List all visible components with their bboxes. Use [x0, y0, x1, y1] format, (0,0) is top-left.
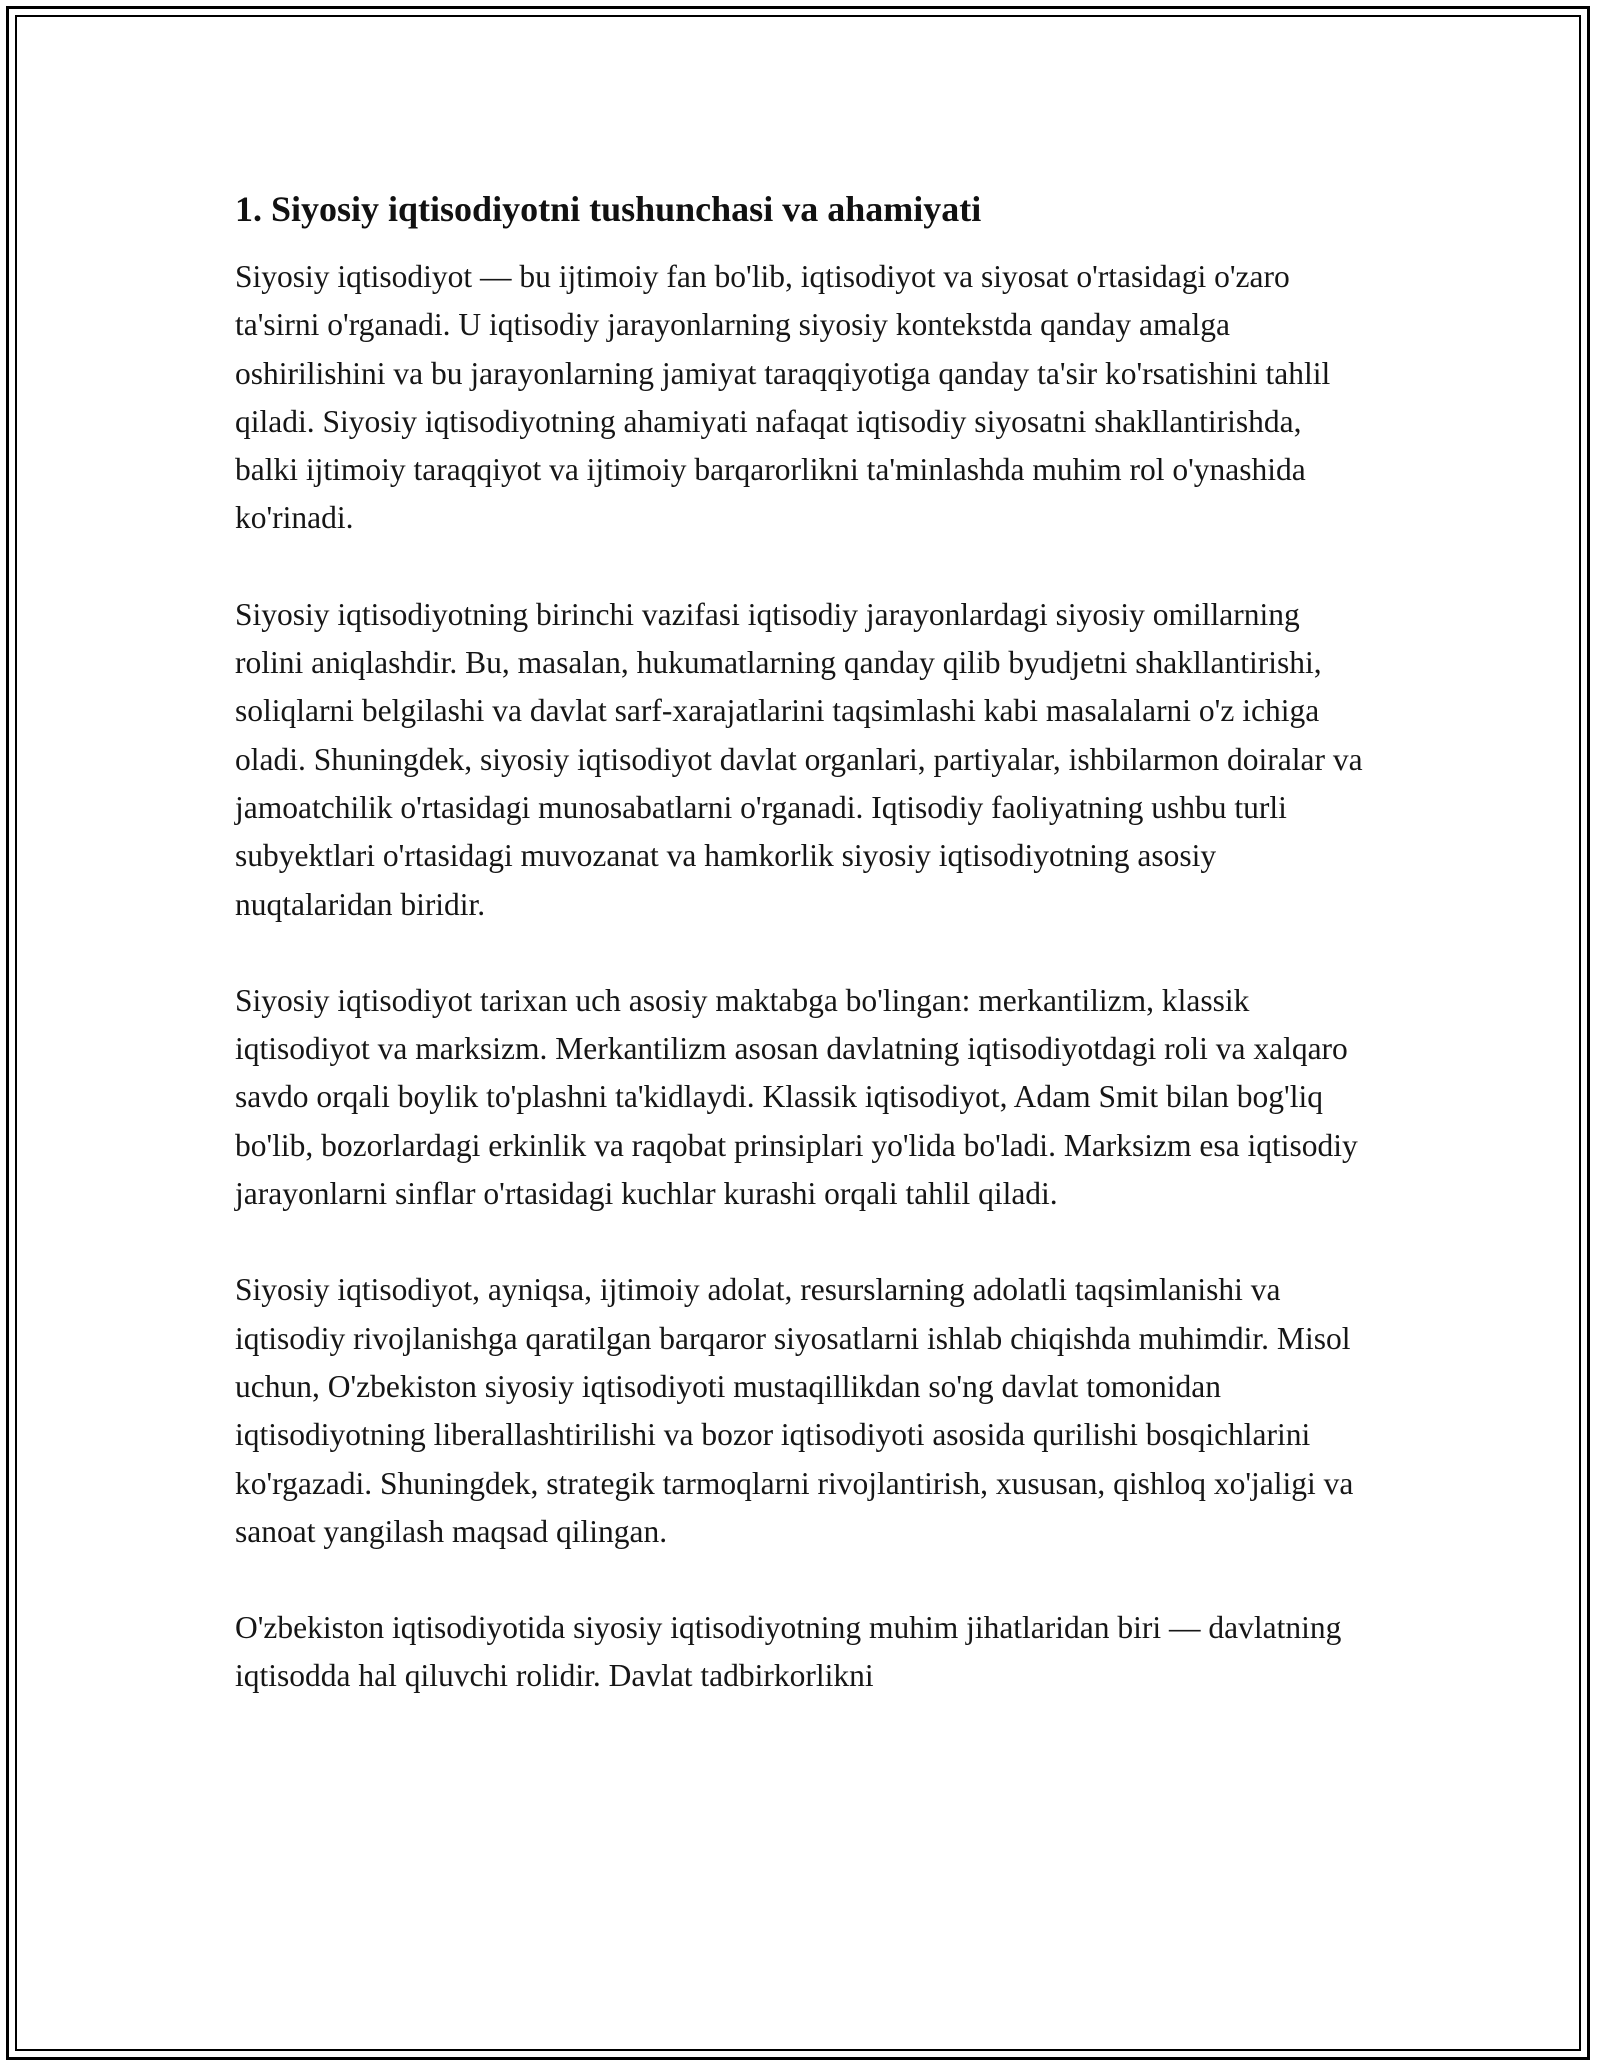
paragraph-2: Siyosiy iqtisodiyotning birinchi vazifasi iqtisodiy jarayonlardagi siyosiy omillarning rolini aniqlashdir. Bu, masalan, hukumatlarning qanday qilib byudjetni shakllantirishi, soliqlarni belgilashi va davlat sarf-xarajatlarini taqsimlashi kabi masalalarni o'z ichiga oladi. Shuningdek, siyosiy iqtisodiyot davlat organlari, partiyalar, ishbilarmon doiralar va jamoatchilik o'rtasidagi munosabatlarni o'rganadi. Iqtisodiy faoliyatning ushbu turli subyektlari o'rtasidagi muvozanat va hamkorlik siyosiy iqtisodiyotning asosiy nuqtalaridan biridir. — [235, 596, 1363, 922]
document-body — [235, 185, 1365, 1749]
paragraph-5: O'zbekiston iqtisodiyotida siyosiy iqtisodiyotning muhim jihatlaridan biri — davlatning iqtisodda hal qiluvchi rolidir. Davlat tadbirkorlikni — [235, 1610, 1342, 1694]
paragraph-4: Siyosiy iqtisodiyot, ayniqsa, ijtimoiy adolat, resurslarning adolatli taqsimlanishi va iqtisodiy rivojlanishga qaratilgan barqaror siyosatlarni ishlab chiqishda muhimdir. Misol uchun, O'zbekiston siyosiy iqtisodiyoti mustaqillikdan so'ng davlat tomonidan iqtisodiyotning liberallashtirilishi va bozor iqtisodiyoti asosida qurilishi bosqichlarini ko'rgazadi. Shuningdek, strategik tarmoqlarni rivojlantirish, xususan, qishloq xo'jaligi va sanoat yangilash maqsad qilingan. — [235, 1272, 1354, 1549]
section-heading: 1. Siyosiy iqtisodiyotni tushunchasi va ahamiyati — [235, 189, 982, 229]
paragraph-1: Siyosiy iqtisodiyot — bu ijtimoiy fan bo'lib, iqtisodiyot va siyosat o'rtasidagi o'zaro ta'sirni o'rganadi. U iqtisodiy jarayonlarning siyosiy kontekstda qanday amalga oshirilishini va bu jarayonlarning jamiyat taraqqiyotiga qanday ta'sir ko'rsatishini tahlil qiladi. Siyosiy iqtisodiyotning ahamiyati nafaqat iqtisodiy siyosatni shakllantirishda, balki ijtimoiy taraqqiyot va ijtimoiy barqarorlikni ta'minlashda muhim rol o'ynashida ko'rinadi. — [235, 259, 1331, 536]
paragraph-3: Siyosiy iqtisodiyot tarixan uch asosiy maktabga bo'lingan: merkantilizm, klassik iqtisodiyot va marksizm. Merkantilizm asosan davlatning iqtisodiyotdagi roli va xalqaro savdo orqali boylik to'plashni ta'kidlaydi. Klassik iqtisodiyot, Adam Smit bilan bog'liq bo'lib, bozorlardagi erkinlik va raqobat prinsiplari yo'lida bo'ladi. Marksizm esa iqtisodiy jarayonlarni sinflar o'rtasidagi kuchlar kurashi orqali tahlil qiladi. — [235, 982, 1358, 1212]
